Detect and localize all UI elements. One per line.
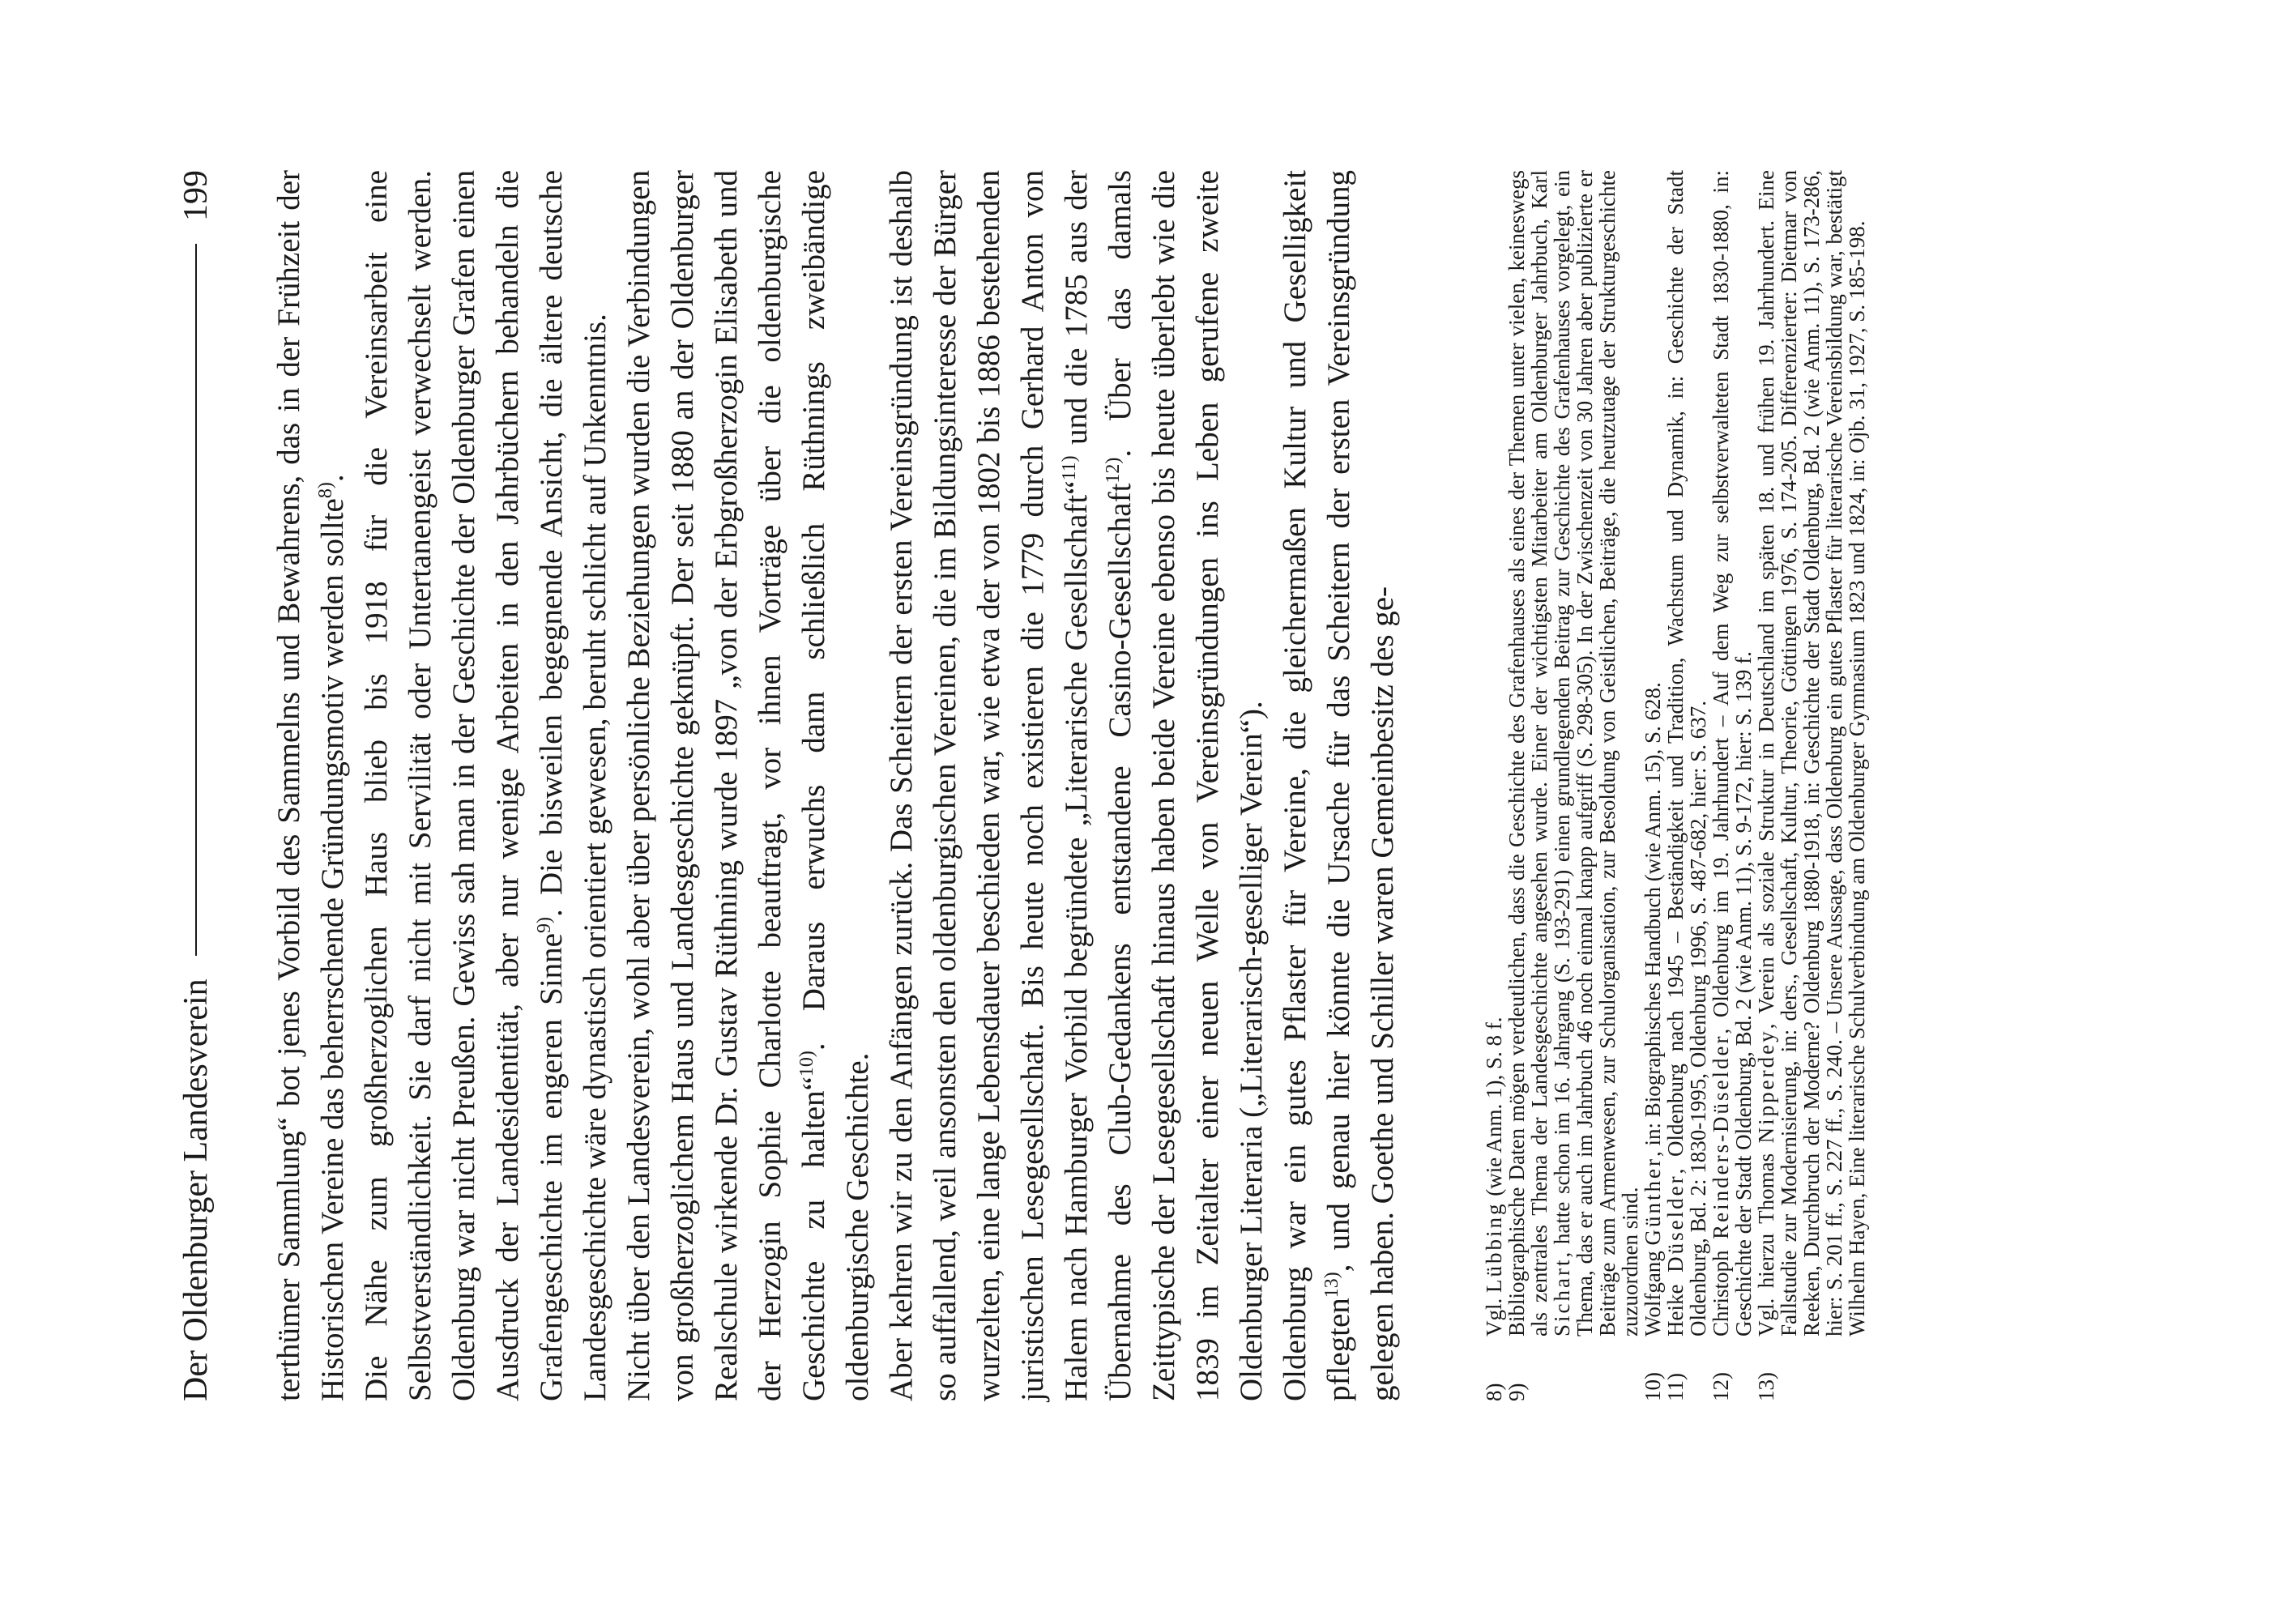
paragraph-3: Nicht über den Landesverein, wohl aber über persönliche Beziehungen wurden die Verbindungen von großherzoglichem Haus und Landesgeschichte geknüpft. Der seit 1880 an der Oldenburger Realschule wirkende Dr. Gustav Rüthning wurde 1897 „von der Erbgroßherzogin Elisabeth und der Herzogin Sophie Charlotte beauftragt, vor ihnen Vorträge über die oldenburgische Geschichte zu halten“$^{10)}$. Daraus erwuchs dann schließlich Rüthnings zweibändige oldenburgische Geschichte. <box>621 170 875 1401</box>
footnote-9: 9) Bibliographische Daten mögen verdeutlichen, dass die Geschichte des Grafenhauses als eines der Themen unter vielen, keineswegs als zentrales Thema der Landesgeschichte angesehen wurde. Einer der wichtigsten Mitarbeiter am Oldenburger Jahrbuch, Karl Sichart, hatte schon im 16. Jahrgang (S. 193-291) einen grundlegenden Beitrag zur Geschichte des Grafenhauses vorgelegt, ein Thema, das er auch im Jahrbuch 46 noch einmal knapp aufgriff (S. 298-305). In der Zwischenzeit von 30 Jahren aber publizierte er Beiträge zum Armenwesen, zur Schulorganisation, zur Besoldung von Geistlichen, Beiträge, die heutzutage der Strukturgeschichte zuzuordnen sind. <box>1504 170 1642 1401</box>
footnote-ref: 11) <box>1059 455 1080 481</box>
footnote-ref: 8) <box>315 482 336 499</box>
footnotes <box>1483 170 1868 1401</box>
paragraph-4: Aber kehren wir zu den Anfängen zurück. Das Scheitern der ersten Vereinsgründung ist deshalb so auffallend, weil ansonsten den oldenburgischen Vereinen, die im Bildungsinteresse der Bürger wurzelten, eine lange Lebensdauer beschieden war, wie etwa der von 1802 bis 1886 bestehenden juristischen Lesegesellschaft. Bis heute noch existieren die 1779 durch Gerhard Anton von Halem nach Hamburger Vorbild begründete „Literarische Gesellschaft“$^{11)}$ und die 1785 aus der Übernahme des Club-Gedankens entstandene Casino-Gesellschaft$^{12)}$. Über das damals Zeittypische der Lesegesellschaft hinaus haben beide Vereine ebenso bis heute überlebt wie die 1839 im Zeitalter einer neuen Welle von Vereinsgründungen ins Leben gerufene zweite Oldenburger Literaria („Literarisch-geselliger Verein“). <box>884 169 1269 1401</box>
body-text <box>267 170 1405 1401</box>
paragraph-1: terthümer Sammlung“ bot jenes Vorbild des Sammelns und Bewahrens, das in der Frühzeit der Historischen Vereine das beherrschende Gründungsmotiv werden sollte$^{8)}$. <box>271 170 350 1401</box>
footnote-number: 8) <box>1482 1383 1506 1401</box>
author-name: Günther <box>1641 1156 1665 1246</box>
footnote-ref: 10) <box>796 1051 817 1077</box>
footnote-ref: 13) <box>1321 1272 1342 1298</box>
paragraph-2: Die Nähe zum großherzoglichen Haus blieb bis 1918 für die Vereinsarbeit eine Selbstverständlichkeit. Sie darf nicht mit Servilität oder Untertanengeist verwechselt werden. Oldenburg war nicht Preußen. Gewiss sah man in der Geschichte der Oldenburger Grafen einen Ausdruck der Landesidentität, aber nur wenige Arbeiten in den Jahrbüchern behandeln die Grafengeschichte im engeren Sinne$^{9)}$. Die bisweilen begegnende Ansicht, die ältere deutsche Landesgeschichte wäre dynastisch orientiert gewesen, beruht schlicht auf Unkenntnis. <box>359 170 612 1401</box>
footnote-11: 11) Heike Düselder, Oldenburg nach 1945 – Beständigkeit und Tradition, Wachstum und Dynamik, in: Geschichte der Stadt Oldenburg, Bd. 2: 1830-1995, Oldenburg 1996, S. 487-682, hier: S. 637. <box>1663 169 1710 1401</box>
footnote-number: 13) <box>1754 1372 1778 1401</box>
footnote-number: 9) <box>1504 1383 1529 1401</box>
footnote-13: 13) Vgl. hierzu Thomas Nipperdey, Verein als soziale Struktur in Deutschland im späten 18. und frühen 19. Jahrhundert. Eine Fallstudie zur Modernisierung, in: ders., Gesellschaft, Kultur, Theorie, Göttingen 1976, S. 174-205. Differenzierter: Dietmar von Reeken, Durchbruch der Moderne? Oldenburg 1880-1918, in: Geschichte der Stadt Oldenburg, Bd. 2 (wie Anm. 11), S. 173-286, hier: S. 201 ff., S. 227 ff., S. 240. – Unsere Aussage, dass Oldenburg ein gutes Pflaster für literarische Vereinsbildung war, bestätigt Wilhelm Hayen, Eine literarische Schulverbindung am Oldenburger Gymnasium 1823 und 1824, in: Ojb. 31, 1927, S. 185-198. <box>1754 169 1869 1401</box>
footnote-ref: 9) <box>534 917 555 934</box>
footnote-number: 10) <box>1641 1372 1665 1401</box>
header-rule <box>195 244 197 956</box>
author-name: Reinders-Düselder <box>1709 1034 1733 1239</box>
running-header <box>172 170 220 1401</box>
author-name: Düselder <box>1663 1174 1688 1273</box>
paragraph-5: Oldenburg war ein gutes Pflaster für Vereine, die gleichermaßen Kultur und Geselligkeit pflegten$^{13)}$, und genau hier könnte die Ursache für das Scheitern der ersten Vereinsgründung gelegen haben. Goethe und Schiller waren Gemeinbesitz des ge- <box>1278 170 1400 1401</box>
author-name: Lübbing <box>1482 1201 1506 1293</box>
author-name: Sichart <box>1550 1257 1574 1336</box>
footnote-number: 11) <box>1663 1373 1688 1401</box>
footnote-10: 10) Wolfgang Günther, in: Biographisches Handbuch (wie Anm. 15), S. 628. <box>1641 682 1665 1401</box>
author-name: Nipperdey <box>1754 1029 1778 1144</box>
footnote-number: 12) <box>1709 1372 1733 1401</box>
running-title: Der Oldenburger Landesverein <box>177 978 215 1401</box>
footnote-8: 8) Vgl. Lübbing (wie Anm. 1), S. 8 f. <box>1482 1017 1506 1401</box>
page-number: 199 <box>177 170 215 221</box>
footnote-ref: 12) <box>1103 457 1124 484</box>
footnote-12: 12) Christoph Reinders-Düselder, Oldenburg im 19. Jahrhundert – Auf dem Weg zur selbstverwalteten Stadt 1830-1880, in: Geschichte der Stadt Oldenburg, Bd. 2 (wie Anm. 11), S. 9-172, hier: S. 139 f. <box>1709 170 1756 1401</box>
